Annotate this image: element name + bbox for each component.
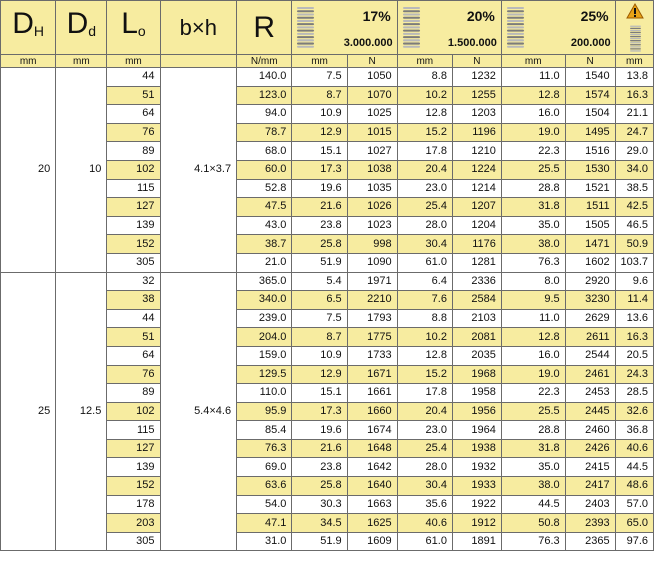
force-20-cell: 2103 (452, 309, 501, 328)
stroke-25-cell: 35.0 (501, 458, 565, 477)
rate-cell: 110.0 (237, 384, 292, 403)
stroke-17-cell: 21.6 (292, 198, 347, 217)
stroke-20-cell: 61.0 (397, 532, 452, 551)
stroke-17-cell: 7.5 (292, 309, 347, 328)
unit-cell: N (347, 55, 397, 68)
stroke-25-cell: 31.8 (501, 198, 565, 217)
stroke-25-cell: 44.5 (501, 495, 565, 514)
table-row (1, 68, 654, 87)
rate-cell: 129.5 (237, 365, 292, 384)
max-stroke-cell: 38.5 (615, 179, 653, 198)
stroke-25-cell: 11.0 (501, 309, 565, 328)
max-stroke-cell: 9.6 (615, 272, 653, 291)
force-17-cell: 1793 (347, 309, 397, 328)
stroke-25-cell: 35.0 (501, 216, 565, 235)
stroke-25-cell: 76.3 (501, 253, 565, 272)
rate-cell: 140.0 (237, 68, 292, 87)
force-17-cell: 1640 (347, 477, 397, 496)
max-stroke-cell: 20.5 (615, 346, 653, 365)
stroke-20-cell: 25.4 (397, 198, 452, 217)
unit-cell: mm (397, 55, 452, 68)
dh-cell: 25 (1, 272, 56, 551)
rate-cell: 76.3 (237, 439, 292, 458)
force-25-cell: 1516 (565, 142, 615, 161)
free-length-cell: 127 (107, 198, 160, 217)
max-stroke-cell: 24.7 (615, 123, 653, 142)
free-length-cell: 139 (107, 216, 160, 235)
max-stroke-cell: 29.0 (615, 142, 653, 161)
rate-cell: 63.6 (237, 477, 292, 496)
stroke-20-cell: 23.0 (397, 421, 452, 440)
unit-cell (160, 55, 237, 68)
force-20-cell: 1224 (452, 160, 501, 179)
group-cycles: 1.500.000 (447, 37, 497, 49)
stroke-25-cell: 11.0 (501, 68, 565, 87)
force-17-cell: 1663 (347, 495, 397, 514)
rate-cell: 43.0 (237, 216, 292, 235)
stroke-20-cell: 35.6 (397, 495, 452, 514)
stroke-17-cell: 23.8 (292, 216, 347, 235)
stroke-25-cell: 9.5 (501, 291, 565, 310)
stroke-20-cell: 20.4 (397, 402, 452, 421)
max-stroke-cell: 16.3 (615, 86, 653, 105)
free-length-cell: 89 (107, 142, 160, 161)
force-20-cell: 1938 (452, 439, 501, 458)
force-20-cell: 1176 (452, 235, 501, 254)
force-25-cell: 2461 (565, 365, 615, 384)
free-length-cell: 89 (107, 384, 160, 403)
stroke-20-cell: 15.2 (397, 365, 452, 384)
force-25-cell: 2403 (565, 495, 615, 514)
header-row (1, 1, 654, 55)
max-stroke-cell: 50.9 (615, 235, 653, 254)
rate-cell: 340.0 (237, 291, 292, 310)
rate-cell: 123.0 (237, 86, 292, 105)
force-17-cell: 1070 (347, 86, 397, 105)
force-25-cell: 2460 (565, 421, 615, 440)
max-stroke-cell: 16.3 (615, 328, 653, 347)
rate-cell: 38.7 (237, 235, 292, 254)
force-25-cell: 3230 (565, 291, 615, 310)
force-17-cell: 1971 (347, 272, 397, 291)
force-17-cell: 1025 (347, 105, 397, 124)
rate-cell: 54.0 (237, 495, 292, 514)
max-stroke-cell: 42.5 (615, 198, 653, 217)
force-20-cell: 2081 (452, 328, 501, 347)
bxh-cell: 5.4×4.6 (160, 272, 237, 551)
force-20-cell: 2336 (452, 272, 501, 291)
rate-cell: 31.0 (237, 532, 292, 551)
force-20-cell: 1964 (452, 421, 501, 440)
header-group-20 (397, 1, 501, 55)
stroke-20-cell: 23.0 (397, 179, 452, 198)
rate-cell: 239.0 (237, 309, 292, 328)
stroke-17-cell: 10.9 (292, 346, 347, 365)
stroke-20-cell: 17.8 (397, 142, 452, 161)
force-17-cell: 2210 (347, 291, 397, 310)
rate-cell: 60.0 (237, 160, 292, 179)
header-max-stroke (615, 1, 653, 55)
force-17-cell: 1090 (347, 253, 397, 272)
max-stroke-cell: 48.6 (615, 477, 653, 496)
force-20-cell: 1204 (452, 216, 501, 235)
unit-cell: mm (501, 55, 565, 68)
free-length-cell: 178 (107, 495, 160, 514)
force-25-cell: 1495 (565, 123, 615, 142)
stroke-17-cell: 25.8 (292, 477, 347, 496)
stroke-17-cell: 25.8 (292, 235, 347, 254)
force-20-cell: 1214 (452, 179, 501, 198)
free-length-cell: 44 (107, 68, 160, 87)
header-lo: $L_o$ (107, 1, 160, 55)
stroke-17-cell: 12.9 (292, 123, 347, 142)
max-stroke-cell: 103.7 (615, 253, 653, 272)
force-25-cell: 1471 (565, 235, 615, 254)
stroke-25-cell: 50.8 (501, 514, 565, 533)
stroke-17-cell: 5.4 (292, 272, 347, 291)
free-length-cell: 64 (107, 105, 160, 124)
force-17-cell: 1026 (347, 198, 397, 217)
stroke-17-cell: 19.6 (292, 179, 347, 198)
max-stroke-cell: 13.6 (615, 309, 653, 328)
force-17-cell: 1642 (347, 458, 397, 477)
unit-cell: mm (292, 55, 347, 68)
stroke-17-cell: 23.8 (292, 458, 347, 477)
force-20-cell: 1922 (452, 495, 501, 514)
rate-cell: 78.7 (237, 123, 292, 142)
free-length-cell: 152 (107, 235, 160, 254)
free-length-cell: 32 (107, 272, 160, 291)
force-25-cell: 2920 (565, 272, 615, 291)
rate-cell: 95.9 (237, 402, 292, 421)
group-cycles: 3.000.000 (343, 37, 393, 49)
force-20-cell: 2584 (452, 291, 501, 310)
stroke-20-cell: 7.6 (397, 291, 452, 310)
max-stroke-cell: 46.5 (615, 216, 653, 235)
rate-cell: 52.8 (237, 179, 292, 198)
force-17-cell: 1661 (347, 384, 397, 403)
force-17-cell: 1625 (347, 514, 397, 533)
force-25-cell: 2417 (565, 477, 615, 496)
rate-cell: 68.0 (237, 142, 292, 161)
stroke-25-cell: 28.8 (501, 179, 565, 198)
stroke-17-cell: 51.9 (292, 532, 347, 551)
stroke-20-cell: 30.4 (397, 477, 452, 496)
force-20-cell: 1933 (452, 477, 501, 496)
stroke-25-cell: 28.8 (501, 421, 565, 440)
free-length-cell: 51 (107, 86, 160, 105)
units-row (1, 55, 654, 68)
rate-cell: 21.0 (237, 253, 292, 272)
stroke-25-cell: 25.5 (501, 402, 565, 421)
free-length-cell: 64 (107, 346, 160, 365)
force-20-cell: 1956 (452, 402, 501, 421)
unit-cell: mm (1, 55, 56, 68)
rate-cell: 85.4 (237, 421, 292, 440)
free-length-cell: 115 (107, 179, 160, 198)
max-stroke-cell: 13.8 (615, 68, 653, 87)
max-stroke-cell: 11.4 (615, 291, 653, 310)
stroke-25-cell: 12.8 (501, 328, 565, 347)
force-20-cell: 1203 (452, 105, 501, 124)
unit-cell: N (565, 55, 615, 68)
stroke-25-cell: 19.0 (501, 365, 565, 384)
table-row (1, 272, 654, 291)
unit-cell: mm (615, 55, 653, 68)
force-20-cell: 1255 (452, 86, 501, 105)
force-25-cell: 2415 (565, 458, 615, 477)
force-17-cell: 1674 (347, 421, 397, 440)
group-percent: 20% (466, 8, 495, 24)
force-25-cell: 2629 (565, 309, 615, 328)
max-stroke-cell: 24.3 (615, 365, 653, 384)
stroke-17-cell: 10.9 (292, 105, 347, 124)
header-group-17 (292, 1, 397, 55)
force-20-cell: 1232 (452, 68, 501, 87)
header-r: R (237, 1, 292, 55)
group-cycles: 200.000 (570, 37, 611, 49)
stroke-20-cell: 12.8 (397, 346, 452, 365)
force-17-cell: 1038 (347, 160, 397, 179)
unit-cell: mm (107, 55, 160, 68)
rate-cell: 159.0 (237, 346, 292, 365)
rate-cell: 94.0 (237, 105, 292, 124)
free-length-cell: 44 (107, 309, 160, 328)
force-17-cell: 1733 (347, 346, 397, 365)
rate-cell: 47.5 (237, 198, 292, 217)
max-stroke-cell: 97.6 (615, 532, 653, 551)
rate-cell: 47.1 (237, 514, 292, 533)
stroke-17-cell: 8.7 (292, 86, 347, 105)
free-length-cell: 51 (107, 328, 160, 347)
force-25-cell: 1574 (565, 86, 615, 105)
force-25-cell: 1602 (565, 253, 615, 272)
stroke-17-cell: 21.6 (292, 439, 347, 458)
force-20-cell: 1207 (452, 198, 501, 217)
stroke-25-cell: 19.0 (501, 123, 565, 142)
stroke-20-cell: 8.8 (397, 68, 452, 87)
stroke-17-cell: 51.9 (292, 253, 347, 272)
header-dd: $D_d$ (56, 1, 107, 55)
stroke-25-cell: 25.5 (501, 160, 565, 179)
force-17-cell: 1648 (347, 439, 397, 458)
force-25-cell: 1505 (565, 216, 615, 235)
force-20-cell: 1958 (452, 384, 501, 403)
stroke-20-cell: 61.0 (397, 253, 452, 272)
force-17-cell: 1015 (347, 123, 397, 142)
compression-spring-icon (627, 25, 644, 53)
free-length-cell: 305 (107, 253, 160, 272)
stroke-25-cell: 8.0 (501, 272, 565, 291)
free-length-cell: 76 (107, 365, 160, 384)
stroke-17-cell: 19.6 (292, 421, 347, 440)
force-25-cell: 1530 (565, 160, 615, 179)
header-group-25 (501, 1, 615, 55)
free-length-cell: 203 (107, 514, 160, 533)
force-17-cell: 1035 (347, 179, 397, 198)
force-25-cell: 2393 (565, 514, 615, 533)
force-25-cell: 1504 (565, 105, 615, 124)
group-percent: 17% (362, 8, 391, 24)
unit-cell: N/mm (237, 55, 292, 68)
stroke-17-cell: 15.1 (292, 384, 347, 403)
stroke-20-cell: 28.0 (397, 216, 452, 235)
stroke-17-cell: 17.3 (292, 402, 347, 421)
max-stroke-cell: 40.6 (615, 439, 653, 458)
free-length-cell: 102 (107, 402, 160, 421)
max-stroke-cell: 65.0 (615, 514, 653, 533)
stroke-25-cell: 38.0 (501, 235, 565, 254)
stroke-25-cell: 16.0 (501, 105, 565, 124)
stroke-20-cell: 28.0 (397, 458, 452, 477)
dh-cell: 20 (1, 68, 56, 273)
free-length-cell: 139 (107, 458, 160, 477)
force-25-cell: 2453 (565, 384, 615, 403)
force-25-cell: 1540 (565, 68, 615, 87)
stroke-20-cell: 15.2 (397, 123, 452, 142)
stroke-17-cell: 30.3 (292, 495, 347, 514)
stroke-20-cell: 8.8 (397, 309, 452, 328)
max-stroke-cell: 28.5 (615, 384, 653, 403)
header-bxh: b×h (160, 1, 237, 55)
max-stroke-cell: 21.1 (615, 105, 653, 124)
force-17-cell: 1027 (347, 142, 397, 161)
dd-cell: 12.5 (56, 272, 107, 551)
force-25-cell: 2426 (565, 439, 615, 458)
header-dh: $D_H$ (1, 1, 56, 55)
force-20-cell: 1891 (452, 532, 501, 551)
force-20-cell: 2035 (452, 346, 501, 365)
max-stroke-cell: 57.0 (615, 495, 653, 514)
stroke-17-cell: 17.3 (292, 160, 347, 179)
free-length-cell: 76 (107, 123, 160, 142)
unit-cell: N (452, 55, 501, 68)
force-17-cell: 1660 (347, 402, 397, 421)
stroke-25-cell: 12.8 (501, 86, 565, 105)
unit-cell: mm (56, 55, 107, 68)
rate-cell: 365.0 (237, 272, 292, 291)
force-17-cell: 1050 (347, 68, 397, 87)
free-length-cell: 127 (107, 439, 160, 458)
force-20-cell: 1281 (452, 253, 501, 272)
force-20-cell: 1210 (452, 142, 501, 161)
stroke-20-cell: 10.2 (397, 86, 452, 105)
force-25-cell: 2445 (565, 402, 615, 421)
free-length-cell: 152 (107, 477, 160, 496)
force-25-cell: 1511 (565, 198, 615, 217)
force-20-cell: 1968 (452, 365, 501, 384)
free-length-cell: 38 (107, 291, 160, 310)
stroke-20-cell: 40.6 (397, 514, 452, 533)
group-percent: 25% (580, 8, 609, 24)
max-stroke-cell: 32.6 (615, 402, 653, 421)
force-25-cell: 2365 (565, 532, 615, 551)
force-17-cell: 1609 (347, 532, 397, 551)
stroke-17-cell: 15.1 (292, 142, 347, 161)
rate-cell: 69.0 (237, 458, 292, 477)
stroke-20-cell: 30.4 (397, 235, 452, 254)
stroke-25-cell: 76.3 (501, 532, 565, 551)
max-stroke-cell: 44.5 (615, 458, 653, 477)
stroke-20-cell: 20.4 (397, 160, 452, 179)
force-20-cell: 1196 (452, 123, 501, 142)
stroke-25-cell: 22.3 (501, 142, 565, 161)
force-25-cell: 2544 (565, 346, 615, 365)
free-length-cell: 102 (107, 160, 160, 179)
dd-cell: 10 (56, 68, 107, 273)
force-17-cell: 1775 (347, 328, 397, 347)
free-length-cell: 305 (107, 532, 160, 551)
force-17-cell: 998 (347, 235, 397, 254)
stroke-25-cell: 22.3 (501, 384, 565, 403)
stroke-17-cell: 34.5 (292, 514, 347, 533)
max-stroke-cell: 36.8 (615, 421, 653, 440)
force-20-cell: 1912 (452, 514, 501, 533)
max-stroke-cell: 34.0 (615, 160, 653, 179)
bxh-cell: 4.1×3.7 (160, 68, 237, 273)
stroke-17-cell: 12.9 (292, 365, 347, 384)
stroke-20-cell: 12.8 (397, 105, 452, 124)
warning-triangle-icon (626, 3, 644, 19)
force-25-cell: 2611 (565, 328, 615, 347)
stroke-20-cell: 17.8 (397, 384, 452, 403)
force-17-cell: 1671 (347, 365, 397, 384)
stroke-20-cell: 25.4 (397, 439, 452, 458)
stroke-25-cell: 38.0 (501, 477, 565, 496)
stroke-20-cell: 6.4 (397, 272, 452, 291)
stroke-25-cell: 31.8 (501, 439, 565, 458)
stroke-17-cell: 7.5 (292, 68, 347, 87)
rate-cell: 204.0 (237, 328, 292, 347)
stroke-25-cell: 16.0 (501, 346, 565, 365)
stroke-20-cell: 10.2 (397, 328, 452, 347)
force-25-cell: 1521 (565, 179, 615, 198)
free-length-cell: 115 (107, 421, 160, 440)
force-20-cell: 1932 (452, 458, 501, 477)
stroke-17-cell: 6.5 (292, 291, 347, 310)
force-17-cell: 1023 (347, 216, 397, 235)
stroke-17-cell: 8.7 (292, 328, 347, 347)
